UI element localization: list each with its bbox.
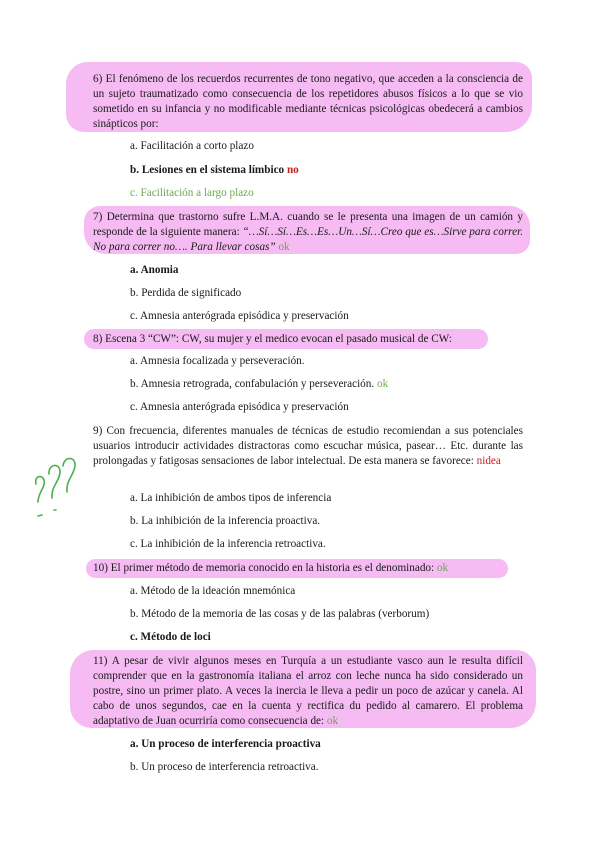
q6-option-b: b. Lesiones en el sistema límbico no: [130, 164, 299, 176]
question-7-text: 7) Determina que trastorno sufre L.M.A. cuando se le presenta una imagen de un camión y responde de la siguiente manera:: [93, 211, 523, 238]
q9-option-c: c. La inhibición de la inferencia retroactiva.: [130, 538, 326, 550]
q11-option-a: a. Un proceso de interferencia proactiva: [130, 738, 321, 750]
q7-option-b: b. Perdida de significado: [130, 287, 242, 299]
question-9-text: 9) Con frecuencia, diferentes manuales de técnicas de estudio recomiendan a sus potenciales usuarios introducir actividades distractoras como escuchar música, pasear… Etc. durante las prolongadas y fatigosas sensaciones de labor intelectual. De esta manera se favorece:: [93, 425, 523, 467]
question-7-quote: “…Sí…Sí…Es…Es…Un…Sí…Creo que es…Sirve para correr. No para correr no…. Para llevar cosas”: [93, 226, 523, 253]
question-6: [93, 72, 523, 132]
q9-option-a: a. La inhibición de ambos tipos de inferencia: [130, 492, 332, 504]
q8-option-a: a. Amnesia focalizada y perseveración.: [130, 355, 305, 367]
q7-mark-ok: ok: [278, 241, 290, 253]
question-6-text: 6) El fenómeno de los recuerdos recurrentes de tono negativo, que acceden a la consciencia de un sujeto traumatizado como consecuencia de los repetidores abusos físicos a lo que se vio sometido en su infancia y no modificable mediante técnicas psicológicas obedecerá a cambios sinápticos por:: [93, 73, 523, 130]
q10-option-c: c. Método de loci: [130, 631, 211, 643]
q6-mark-no: no: [286, 164, 299, 176]
question-8-text: 8) Escena 3 “CW”: CW, su mujer y el medico evocan el pasado musical de CW:: [93, 333, 452, 345]
q8-option-b: b. Amnesia retrograda, confabulación y perseveración. ok: [130, 378, 389, 390]
q7-option-c: c. Amnesia anterógrada episódica y preservación: [130, 310, 349, 322]
question-10-text: 10) El primer método de memoria conocido en la historia es el denominado:: [93, 562, 435, 574]
question-11-text: 11) A pesar de vivir algunos meses en Turquía a un estudiante vasco aun le resulta difícil comprender que en la gastronomía italiana el arroz con leche nunca ha sido considerado un postre, sino un primer plato. A veces la inercia le lleva a pedir un poco de azúcar y canela. Al cabo de unos segundos, cae en la cuenta y rectifica du pedido al camarero. El problema adaptativo de Juan ocurriría como consecuencia de:: [93, 655, 523, 727]
q9-mark-nidea: nidea: [476, 455, 501, 467]
handwritten-question-marks-icon: [30, 450, 90, 530]
q8-option-c: c. Amnesia anterógrada episódica y preservación: [130, 401, 349, 413]
q9-option-b: b. La inhibición de la inferencia proactiva.: [130, 515, 321, 527]
q6-option-c: c. Facilitación a largo plazo: [130, 187, 254, 199]
q10-option-a: a. Método de la ideación mnemónica: [130, 585, 296, 597]
question-11: [93, 654, 523, 729]
question-7: [93, 210, 523, 255]
question-10: [93, 561, 523, 576]
q11-option-b: b. Un proceso de interferencia retroactiva.: [130, 761, 319, 773]
q6-option-a: a. Facilitación a corto plazo: [130, 140, 254, 152]
q8-mark-ok: ok: [376, 378, 389, 390]
q11-mark-ok: ok: [326, 715, 339, 727]
question-8: [93, 332, 523, 347]
question-9: [93, 424, 523, 469]
q10-mark-ok: ok: [436, 562, 449, 574]
q7-option-a: a. Anomia: [130, 264, 179, 276]
q10-option-b: b. Método de la memoria de las cosas y de las palabras (verborum): [130, 608, 430, 620]
